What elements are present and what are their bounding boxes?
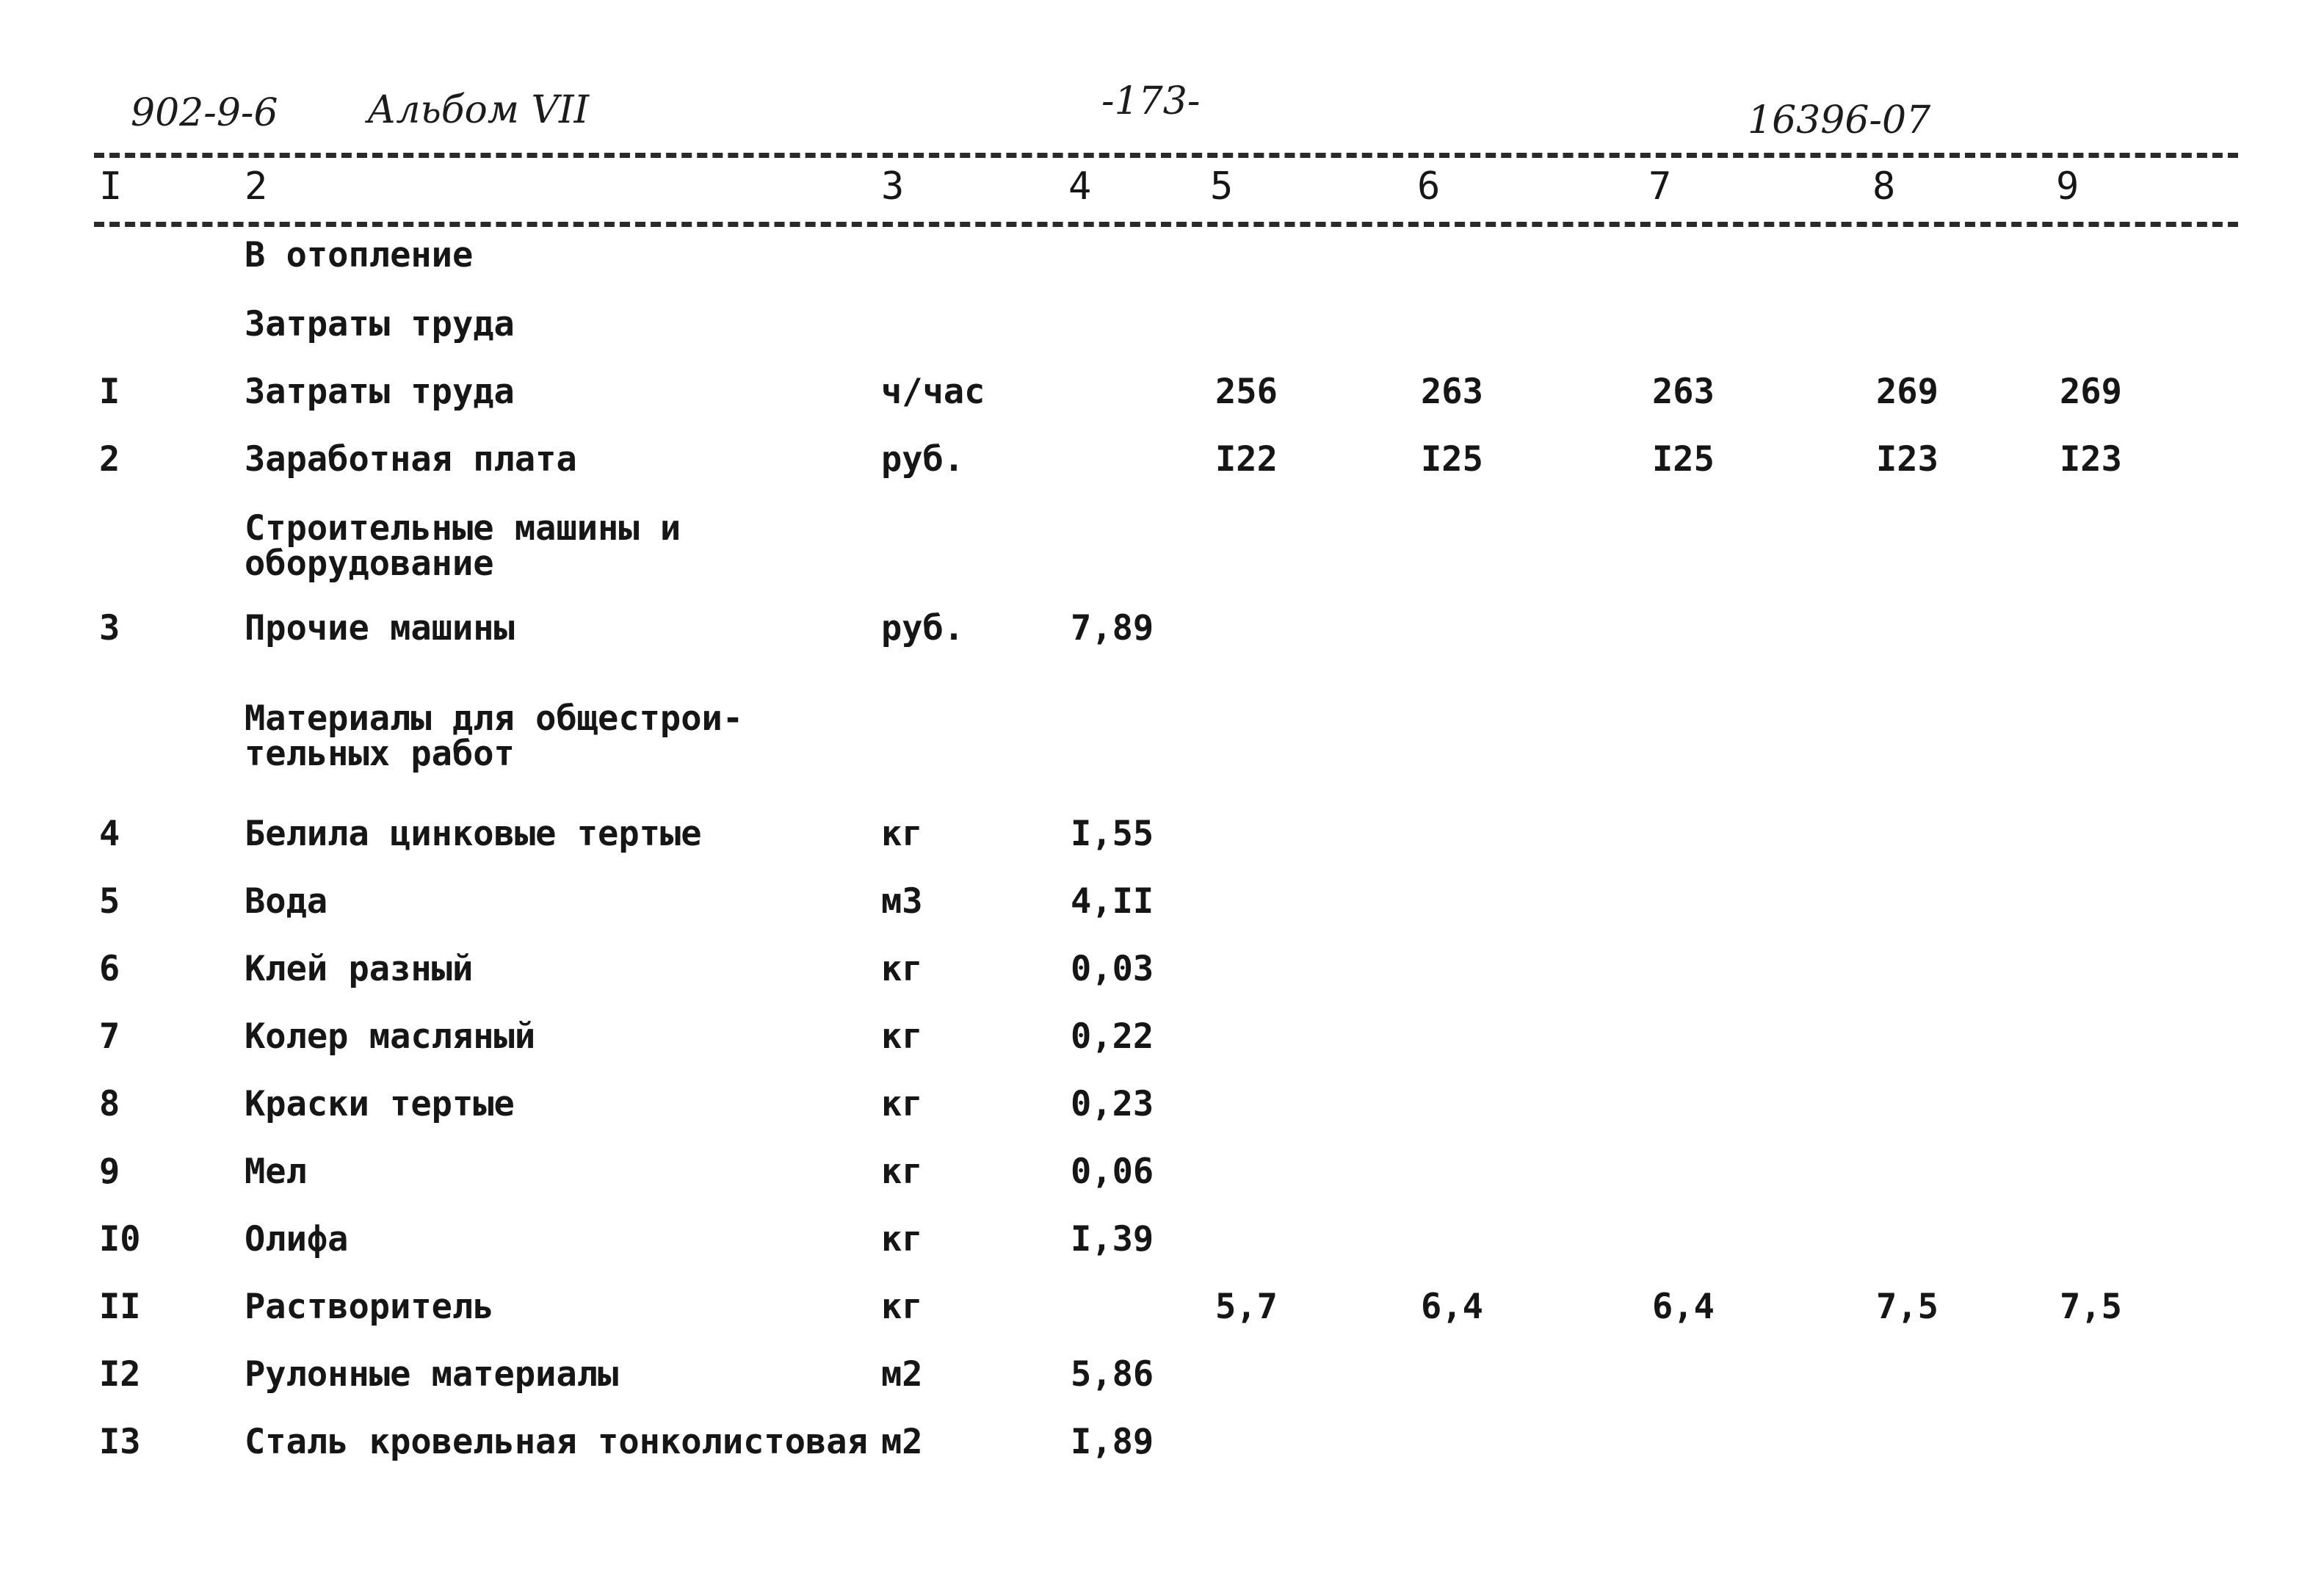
row-number: 3 [99,608,120,648]
row-number: 4 [99,814,120,854]
row-col4: I,55 [1071,814,1154,854]
row-col6: 6,4 [1421,1287,1483,1327]
row-name: Краски тертые [245,1084,515,1124]
row-unit: м2 [881,1422,923,1462]
page-number: -173- [1101,79,1201,123]
row-name: Рулонные материалы [245,1354,619,1395]
column-header-3: 3 [881,165,905,209]
row-col4: 0,03 [1071,949,1154,989]
row-name: Клей разный [245,949,474,989]
row-col4: 0,22 [1071,1016,1154,1057]
row-number: 5 [99,881,120,922]
row-unit: руб. [881,439,965,480]
row-col9: 269 [2060,372,2122,412]
column-header-5: 5 [1210,165,1234,209]
column-header-6: 6 [1417,165,1441,209]
row-unit: кг [881,1016,923,1057]
row-name: Растворитель [245,1287,494,1327]
row-number: I0 [99,1219,141,1259]
row-number: 6 [99,949,120,989]
row-name: Материалы для общестрои-тельных работ [245,698,744,774]
row-col5: I22 [1215,439,1278,480]
header-top-rule [94,153,2238,158]
row-name: Сталь кровельная тонколистовая [245,1422,868,1462]
row-unit: кг [881,1152,923,1192]
row-col4: 7,89 [1071,608,1154,648]
document-code: 902-9-6 [131,91,278,135]
row-name: Олифа [245,1219,349,1259]
row-name: Мел [245,1152,307,1192]
row-number: 2 [99,439,120,480]
row-col7: I25 [1652,439,1715,480]
row-name: Вода [245,881,328,922]
row-unit: кг [881,949,923,989]
album-label: Альбом VII [367,88,590,132]
row-col4: 5,86 [1071,1354,1154,1395]
row-unit: кг [881,1084,923,1124]
row-number: I [99,372,120,412]
column-header-8: 8 [1872,165,1896,209]
row-col9: 7,5 [2060,1287,2122,1327]
row-col7: 6,4 [1652,1287,1715,1327]
column-header-1: I [99,165,123,209]
row-col4: I,39 [1071,1219,1154,1259]
row-unit: ч/час [881,372,985,412]
row-name: Белила цинковые тертые [245,814,702,854]
sheet-code: 16396-07 [1748,98,1931,142]
row-number: 8 [99,1084,120,1124]
row-col4: 0,06 [1071,1152,1154,1192]
row-name: Затраты труда [245,304,515,344]
row-unit: руб. [881,608,965,648]
row-name: Затраты труда [245,372,515,412]
row-number: 7 [99,1016,120,1057]
row-col6: I25 [1421,439,1483,480]
row-col6: 263 [1421,372,1483,412]
column-header-7: 7 [1648,165,1672,209]
row-unit: кг [881,1287,923,1327]
row-name: В отопление [245,235,474,275]
row-col4: 4,II [1071,881,1154,922]
row-unit: кг [881,814,923,854]
row-col8: I23 [1876,439,1939,480]
column-header-4: 4 [1068,165,1092,209]
row-col8: 269 [1876,372,1939,412]
row-col8: 7,5 [1876,1287,1939,1327]
row-col4: 0,23 [1071,1084,1154,1124]
row-number: I3 [99,1422,141,1462]
row-number: 9 [99,1152,120,1192]
row-unit: кг [881,1219,923,1259]
row-name: Прочие машины [245,608,515,648]
row-name: Заработная плата [245,439,577,480]
row-col9: I23 [2060,439,2122,480]
column-header-2: 2 [245,165,268,209]
row-unit: м3 [881,881,923,922]
column-header-9: 9 [2056,165,2079,209]
header-bottom-rule [94,222,2238,227]
row-col7: 263 [1652,372,1715,412]
row-name: Строительные машины и оборудование [245,508,681,584]
row-number: II [99,1287,141,1327]
row-col4: I,89 [1071,1422,1154,1462]
row-number: I2 [99,1354,141,1395]
row-col5: 5,7 [1215,1287,1278,1327]
row-col5: 256 [1215,372,1278,412]
row-unit: м2 [881,1354,923,1395]
row-name: Колер масляный [245,1016,536,1057]
